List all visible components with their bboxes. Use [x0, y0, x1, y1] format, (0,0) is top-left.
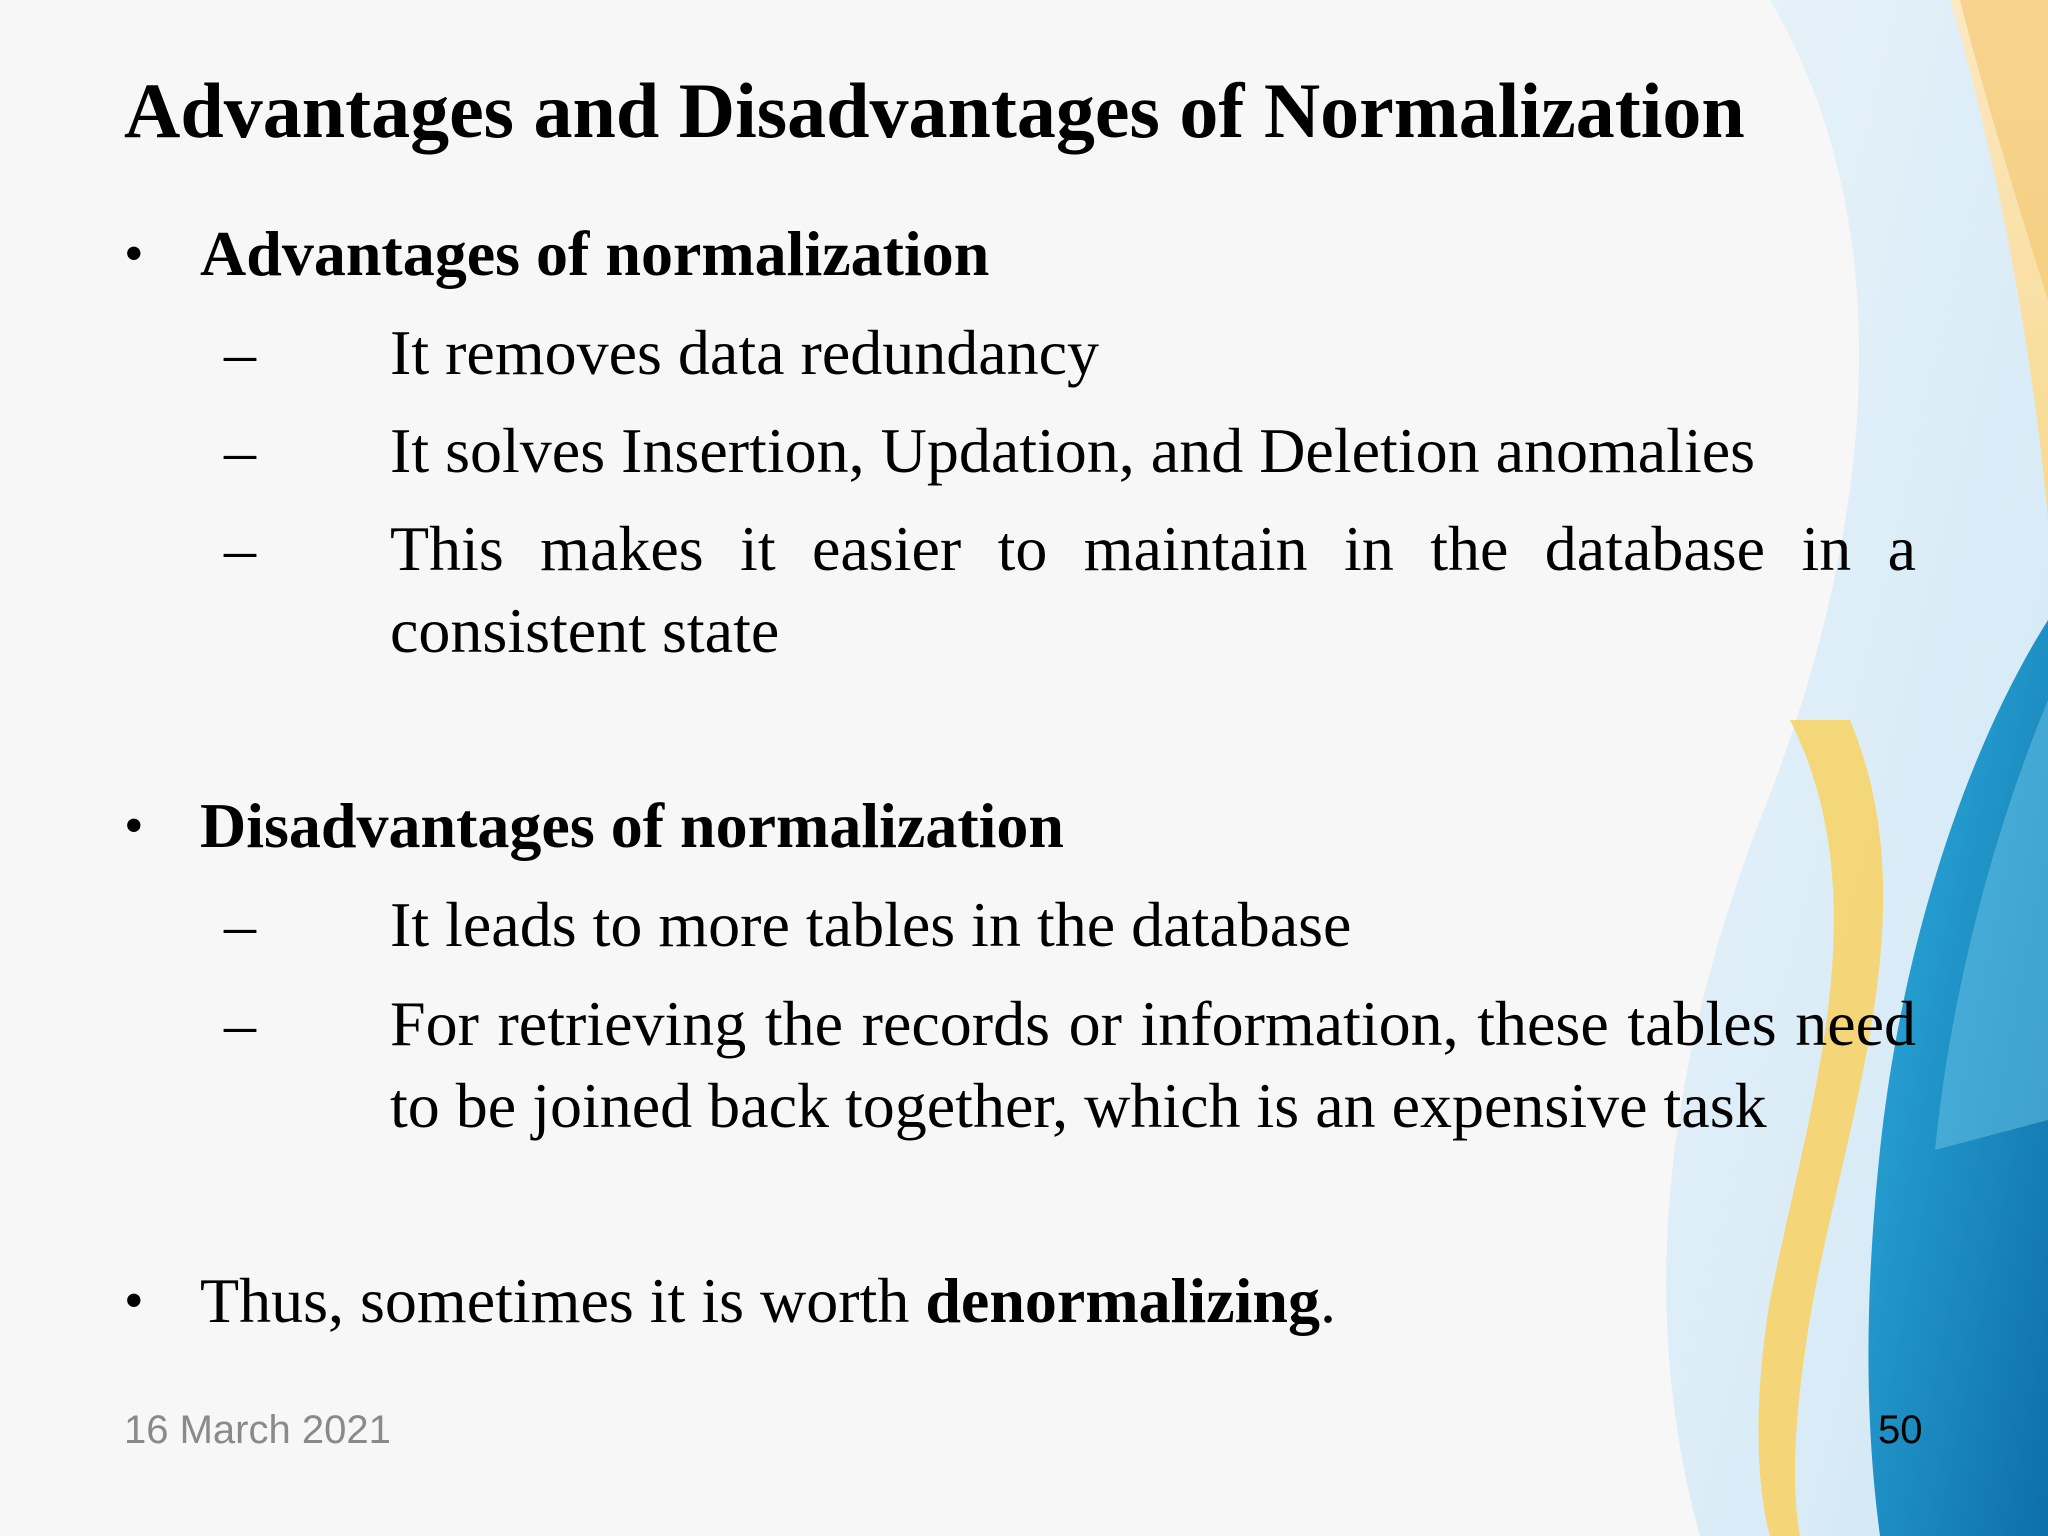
bullet-icon: •: [124, 223, 144, 285]
conclusion-prefix: Thus, sometimes it is worth: [200, 1265, 926, 1336]
advantage-item: [224, 312, 1924, 394]
dash-icon: –: [224, 513, 256, 584]
slide-content: [124, 0, 1924, 1536]
bullet-icon: •: [124, 795, 144, 857]
advantage-item-text: It solves Insertion, Updation, and Deletion anomalies: [390, 415, 1756, 486]
advantage-item: [224, 508, 1924, 672]
disadvantages-heading: Disadvantages of normalization: [200, 790, 1064, 861]
page-number: 50: [1878, 1408, 1923, 1452]
advantages-heading-bullet: [124, 213, 989, 295]
disadvantages-heading-bullet: [124, 785, 1064, 867]
advantage-item-text: This makes it easier to maintain in the database in a consistent state: [390, 513, 1916, 666]
advantage-item: [224, 410, 1924, 492]
disadvantage-item-text: It leads to more tables in the database: [390, 889, 1352, 960]
bullet-icon: •: [124, 1270, 144, 1332]
disadvantage-item: [224, 983, 1924, 1147]
dash-icon: –: [224, 889, 256, 960]
conclusion-emphasis: denormalizing: [925, 1265, 1320, 1336]
footer-date: 16 March 2021: [124, 1408, 391, 1452]
advantages-heading: Advantages of normalization: [200, 218, 990, 289]
disadvantage-item: [224, 884, 1924, 966]
conclusion-suffix: .: [1319, 1265, 1336, 1336]
slide-title: Advantages and Disadvantages of Normalization: [124, 67, 1745, 154]
dash-icon: –: [224, 317, 256, 388]
dash-icon: –: [224, 988, 256, 1059]
dash-icon: –: [224, 415, 256, 486]
advantage-item-text: It removes data redundancy: [390, 317, 1100, 388]
disadvantage-item-text: For retrieving the records or information, these tables need to be joined back together, which is an expensive task: [390, 988, 1916, 1141]
conclusion-bullet: [124, 1260, 1336, 1342]
